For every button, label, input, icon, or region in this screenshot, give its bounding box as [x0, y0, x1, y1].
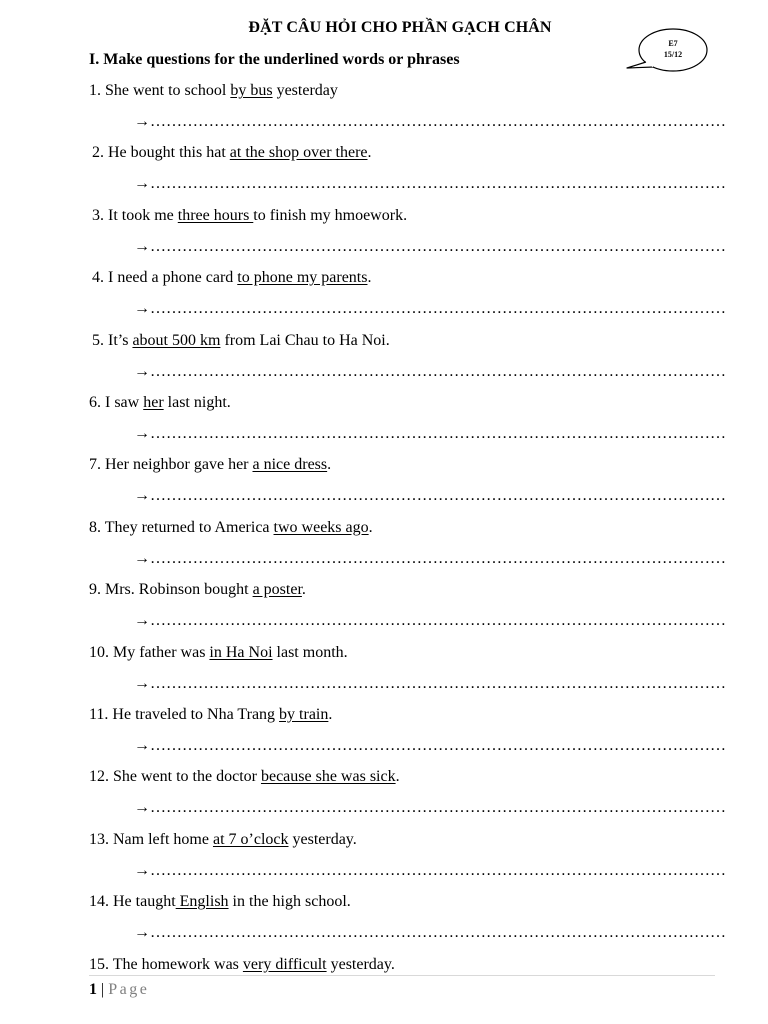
question-text: 5. It’s [92, 331, 133, 349]
question-text: 10. My father was [89, 643, 210, 661]
question-item [92, 207, 407, 225]
question-item [89, 831, 357, 849]
answer-line[interactable]: →……………………………………………………………………………………………… [134, 861, 726, 879]
question-item [89, 394, 231, 412]
question-text: 15. The homework was [89, 955, 243, 973]
question-item [89, 456, 331, 474]
underlined-phrase: very difficult [242, 955, 327, 973]
question-item [89, 768, 400, 786]
question-text: 14. He taught [89, 893, 176, 911]
page-title: ĐẶT CÂU HỎI CHO PHẦN GẠCH CHÂN [248, 19, 552, 36]
underlined-phrase: because she was sick [260, 768, 396, 786]
question-text-end: . [327, 456, 332, 474]
answer-line[interactable]: →……………………………………………………………………………………………… [134, 674, 726, 692]
answer-line[interactable]: →……………………………………………………………………………………………… [134, 300, 726, 318]
callout-line-2: 15/12 [663, 50, 683, 59]
answer-line[interactable]: →……………………………………………………………………………………………… [134, 799, 726, 817]
answer-line[interactable]: →……………………………………………………………………………………………… [134, 362, 726, 380]
question-item [89, 581, 306, 599]
callout-text [638, 38, 708, 60]
answer-line[interactable]: →……………………………………………………………………………………………… [134, 924, 726, 942]
underlined-phrase: two weeks ago [273, 518, 369, 536]
question-text: 2. He bought this hat [92, 144, 230, 162]
question-item [92, 332, 390, 350]
answer-line[interactable]: →……………………………………………………………………………………………… [134, 612, 726, 630]
underlined-phrase: three hours [177, 206, 254, 224]
answer-line[interactable]: →……………………………………………………………………………………………… [134, 487, 726, 505]
underlined-phrase: by bus [230, 82, 273, 99]
answer-line[interactable]: →……………………………………………………………………………………………… [134, 549, 726, 567]
question-item [89, 519, 373, 537]
underlined-phrase: in Ha Noi [209, 643, 273, 661]
question-text-end: . [368, 518, 373, 536]
question-text-end: . [301, 581, 306, 599]
underlined-phrase: English [175, 893, 229, 911]
question-text: 4. I need a phone card [92, 269, 238, 287]
question-text: 13. Nam left home [89, 830, 213, 848]
question-text: 9. Mrs. Robinson bought [89, 581, 253, 599]
question-text: 8. They returned to America [89, 518, 274, 536]
question-text-end: . [367, 144, 372, 162]
answer-line[interactable]: →……………………………………………………………………………………………… [134, 737, 726, 754]
underlined-phrase: at the shop over there [229, 144, 368, 162]
question-text-end: . [367, 269, 372, 287]
question-text-end: last month. [272, 643, 348, 661]
question-text-end: from Lai Chau to Ha Noi. [220, 331, 390, 349]
question-text-end: . [395, 768, 400, 786]
answer-line[interactable]: →……………………………………………………………………………………………… [134, 425, 726, 442]
callout-line-1: E7 [668, 39, 678, 48]
footer-page-label: Page [108, 981, 150, 998]
underlined-phrase: a poster [252, 581, 302, 599]
question-text: 12. She went to the doctor [89, 768, 261, 786]
answer-line[interactable]: →……………………………………………………………………………………………… [134, 113, 726, 130]
question-item [89, 644, 348, 662]
question-text-end: last night. [163, 394, 231, 411]
underlined-phrase: her [143, 394, 164, 411]
question-text-end: . [328, 706, 333, 723]
question-text: 11. He traveled to Nha Trang [89, 706, 280, 723]
question-item [89, 893, 351, 911]
question-text-end: yesterday. [326, 955, 395, 973]
footer-divider [89, 975, 715, 976]
underlined-phrase: to phone my parents [237, 269, 368, 287]
question-text: 1. She went to school [89, 82, 231, 99]
section-heading: I. Make questions for the underlined words or phrases [89, 51, 460, 68]
speech-bubble-callout [638, 28, 708, 72]
underlined-phrase: about 500 km [132, 331, 221, 349]
underlined-phrase: at 7 o’clock [212, 830, 289, 848]
question-text-end: yesterday. [288, 830, 357, 848]
question-text-end: yesterday [272, 82, 338, 99]
question-item [92, 144, 372, 162]
page-footer [89, 981, 149, 999]
underlined-phrase: by train [279, 706, 329, 723]
answer-line[interactable]: →……………………………………………………………………………………………… [134, 237, 726, 255]
question-text-end: to finish my hmoework. [253, 206, 408, 224]
question-text: 6. I saw [89, 394, 144, 411]
question-item [89, 956, 395, 974]
question-text: 7. Her neighbor gave her [89, 456, 253, 474]
question-text-end: in the high school. [228, 893, 351, 911]
page-number: 1 [89, 981, 97, 998]
question-item [92, 269, 371, 287]
underlined-phrase: a nice dress [252, 456, 328, 474]
question-item [89, 706, 332, 724]
question-text: 3. It took me [92, 206, 178, 224]
answer-line[interactable]: →……………………………………………………………………………………………… [134, 175, 726, 193]
question-item [89, 82, 338, 100]
footer-separator: | [97, 981, 109, 998]
